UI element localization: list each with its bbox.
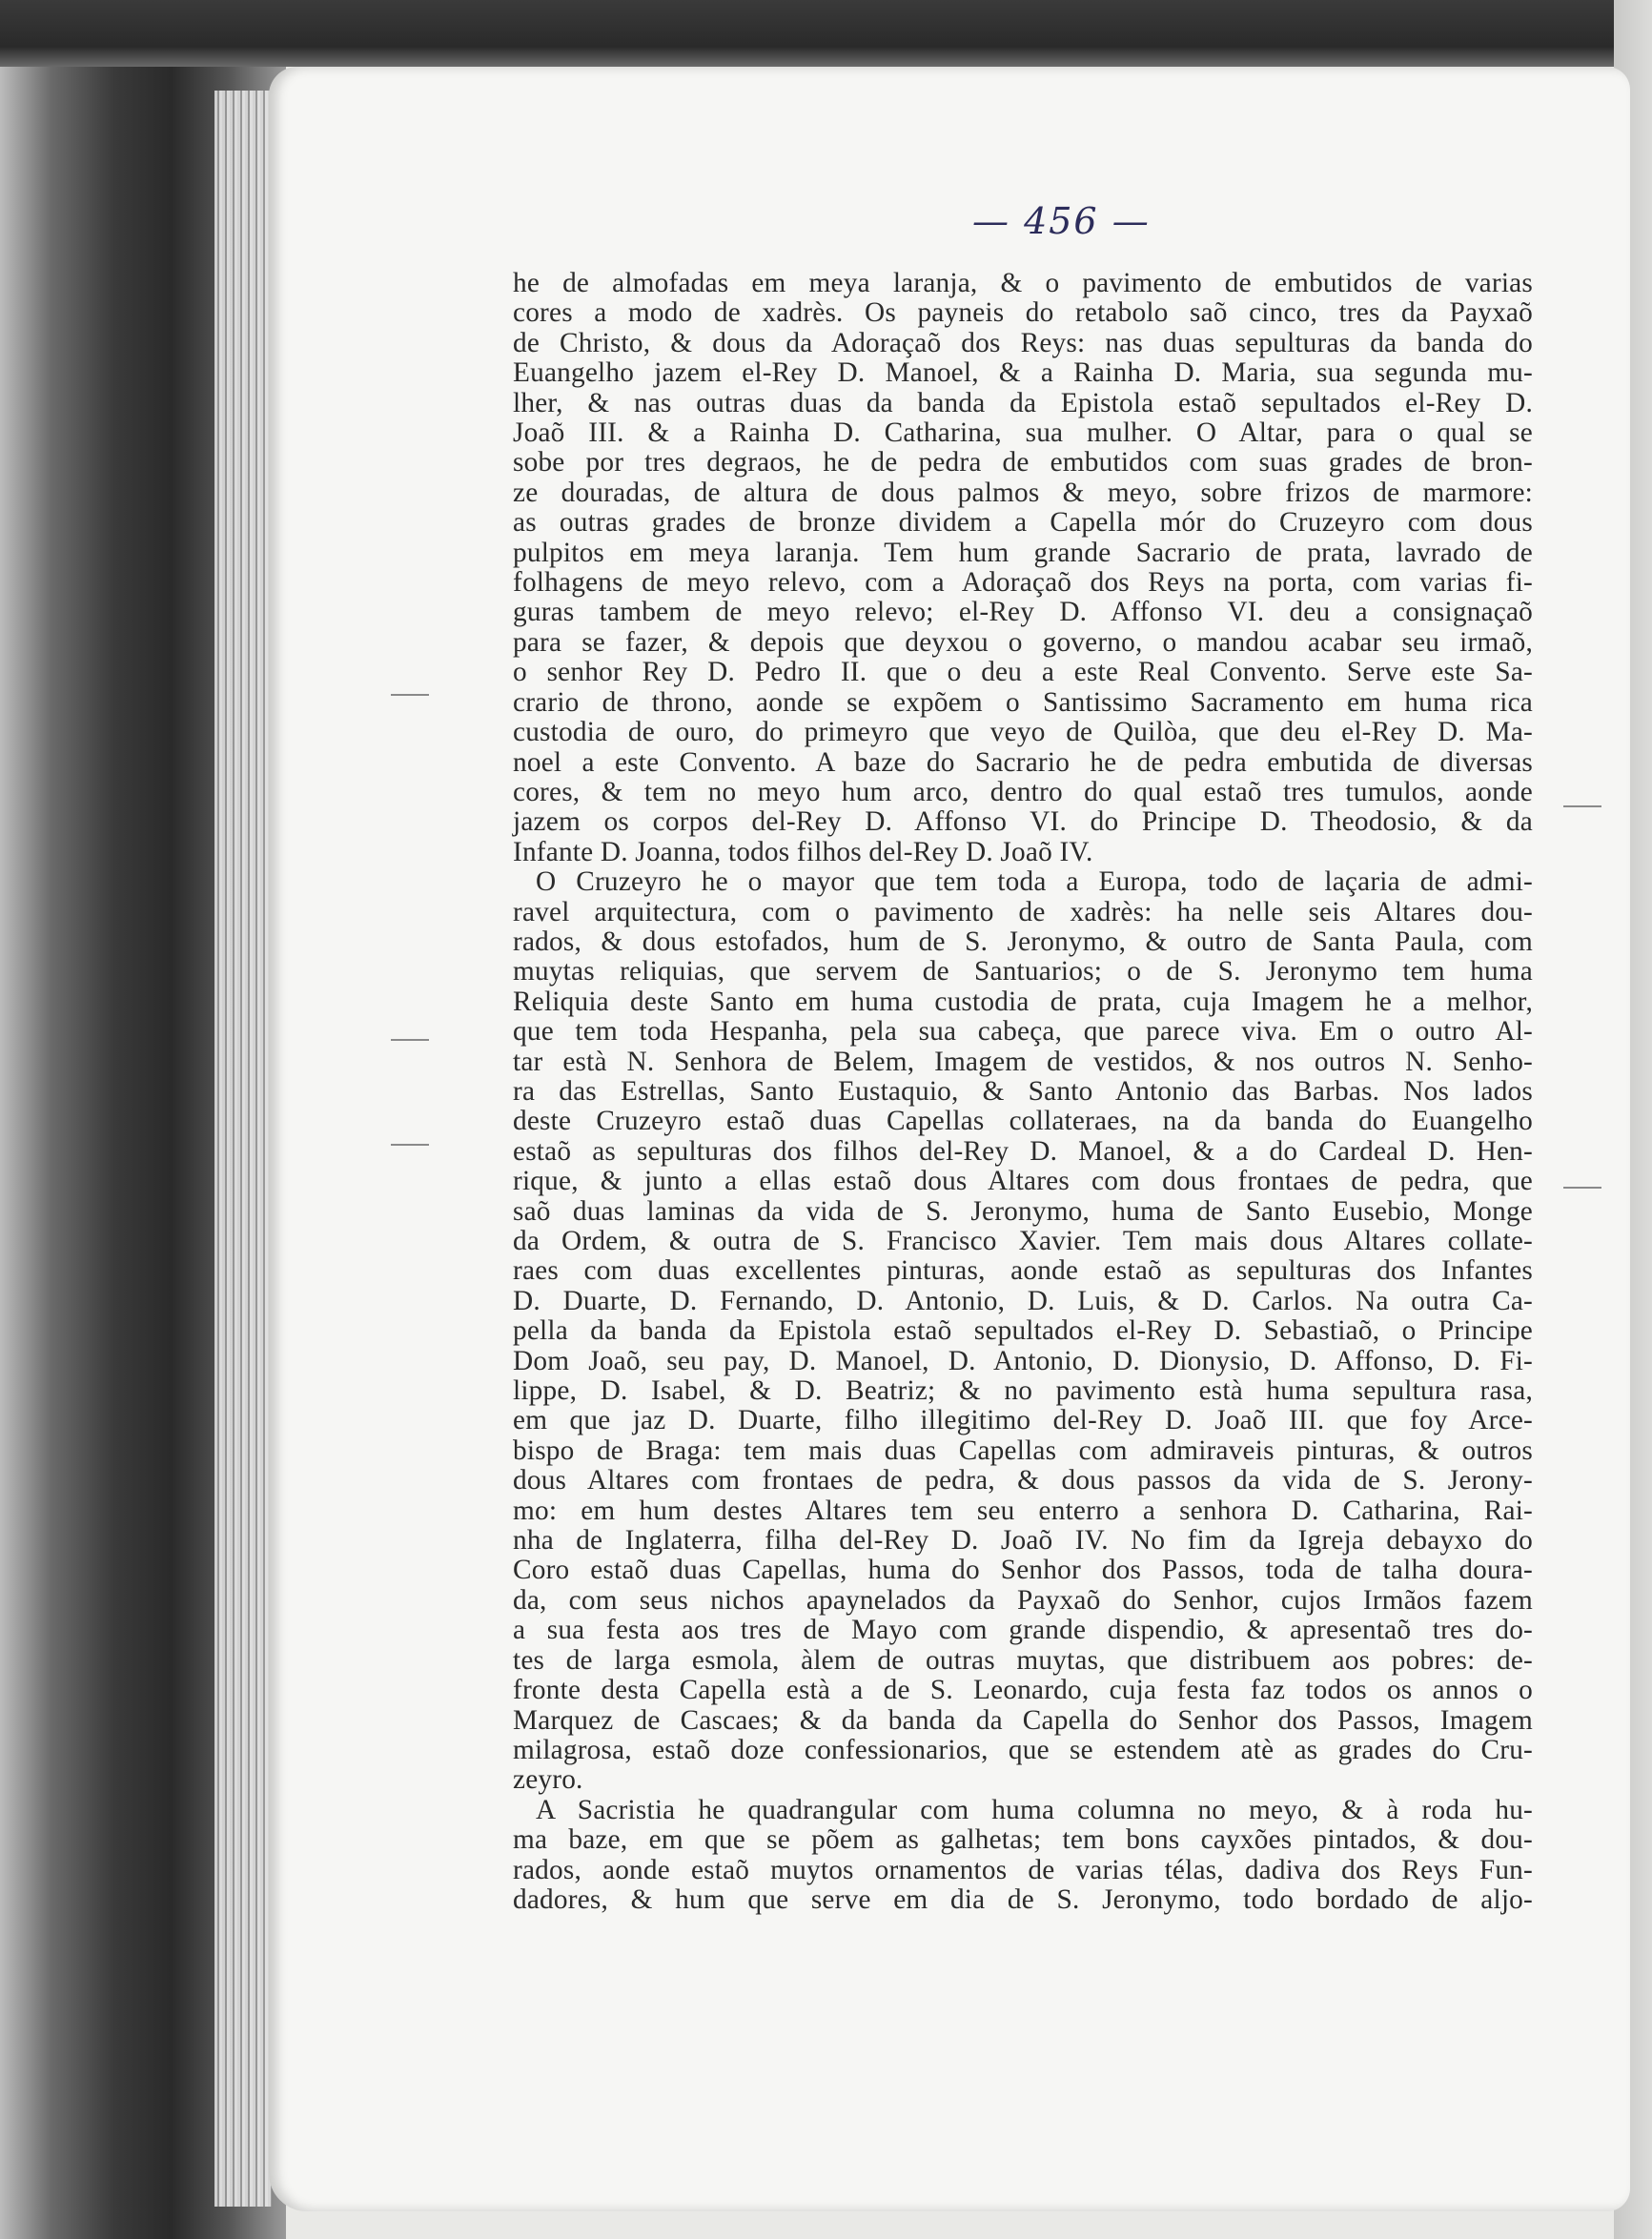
text-line: estaõ as sepulturas dos filhos del-Rey D. Manoel, & a do Cardeal D. Hen- — [513, 1135, 1533, 1167]
text-line: lher, & nas outras duas da banda da Epistola estaõ sepultados el-Rey D. — [513, 387, 1533, 418]
text-line: que tem toda Hespanha, pela sua cabeça, que parece viva. Em o outro Al- — [513, 1016, 1533, 1048]
text-line: D. Duarte, D. Fernando, D. Antonio, D. Luis, & D. Carlos. Na outra Ca- — [513, 1285, 1533, 1316]
margin-mark — [391, 1144, 429, 1146]
text-line: rique, & junto a ellas estaõ dous Altares com dous frontaes de pedra, que — [513, 1166, 1533, 1197]
margin-mark — [391, 694, 429, 696]
text-line: jazem os corpos del-Rey D. Affonso VI. do Principe D. Theodosio, & da — [513, 806, 1533, 838]
text-line: muytas reliquias, que servem de Santuarios; o de S. Jeronymo tem huma — [513, 956, 1533, 987]
text-line: custodia de ouro, do primeyro que veyo de Quilòa, que deu el-Rey D. Ma- — [513, 717, 1533, 748]
text-line: as outras grades de bronze dividem a Capella mór do Cruzeyro com dous — [513, 507, 1533, 539]
text-line: Marquez de Cascaes; & da banda da Capella do Senhor dos Passos, Imagem — [513, 1704, 1533, 1736]
text-line: Coro estaõ duas Capellas, huma do Senhor dos Passos, toda de talha doura- — [513, 1555, 1533, 1586]
text-line: folhagens de meyo relevo, com a Adoraçaõ dos Reys na porta, com varias fi- — [513, 567, 1533, 599]
text-line: guras tambem de meyo relevo; el-Rey D. Affonso VI. deu a consignaçaõ — [513, 597, 1533, 628]
margin-mark — [1563, 1187, 1601, 1189]
page-body-text — [513, 269, 1533, 1915]
text-line: da, com seus nichos apaynelados da Payxaõ do Senhor, cujos Irmãos fazem — [513, 1584, 1533, 1616]
text-line: Joaõ III. & a Rainha D. Catharina, sua mulher. O Altar, para o qual se — [513, 417, 1533, 449]
text-line: cores a modo de xadrès. Os payneis do retabolo saõ cinco, tres da Payxaõ — [513, 297, 1533, 329]
text-line: ze douradas, de altura de dous palmos & meyo, sobre frizos de marmore: — [513, 477, 1533, 508]
page-number: — 456 — — [972, 200, 1151, 242]
text-line: ravel arquitectura, com o pavimento de xadrès: ha nelle seis Altares dou- — [513, 896, 1533, 927]
text-line: da Ordem, & outra de S. Francisco Xavier. Tem mais dous Altares collate- — [513, 1226, 1533, 1256]
text-line: A Sacristia he quadrangular com huma columna no meyo, & à roda hu- — [536, 1794, 1533, 1825]
text-line: O Cruzeyro he o mayor que tem toda a Europa, todo de laçaria de admi- — [536, 866, 1533, 898]
text-line: noel a este Convento. A baze do Sacrario he de pedra embutida de diversas — [513, 746, 1533, 778]
text-line: fronte desta Capella està a de S. Leonardo, cuja festa faz todos os annos o — [513, 1675, 1533, 1706]
text-line: mo: em hum destes Altares tem seu enterro a senhora D. Catharina, Rai- — [513, 1495, 1533, 1526]
text-line: Euangelho jazem el-Rey D. Manoel, & a Rainha D. Maria, sua segunda mu- — [513, 357, 1533, 389]
text-line: ra das Estrellas, Santo Eustaquio, & Santo Antonio das Barbas. Nos lados — [513, 1075, 1533, 1107]
text-line: tar està N. Senhora de Belem, Imagem de vestidos, & nos outros N. Senho- — [513, 1046, 1533, 1077]
text-line: raes com duas excellentes pinturas, aonde estaõ as sepulturas dos Infantes — [513, 1255, 1533, 1287]
text-line: tes de larga esmola, àlem de outras muytas, que distribuem aos pobres: de- — [513, 1644, 1533, 1676]
text-line: a sua festa aos tres de Mayo com grande dispendio, & apresentaõ tres do- — [513, 1615, 1533, 1646]
text-line: milagrosa, estaõ doze confessionarios, que se estendem atè as grades do Cru- — [513, 1734, 1533, 1765]
text-line: he de almofadas em meya laranja, & o pavimento de embutidos de varias — [513, 268, 1533, 298]
text-line: lippe, D. Isabel, & D. Beatriz; & no pavimento està huma sepultura rasa, — [513, 1375, 1533, 1407]
text-line: Infante D. Joanna, todos filhos del-Rey D. Joaõ IV. — [513, 836, 1093, 867]
text-line: nha de Inglaterra, filha del-Rey D. Joaõ IV. No fim da Igreja debayxo do — [513, 1525, 1533, 1557]
text-line: Reliquia deste Santo em huma custodia de prata, cuja Imagem he a melhor, — [513, 986, 1533, 1017]
text-line: pella da banda da Epistola estaõ sepultados el-Rey D. Sebastiaõ, o Principe — [513, 1315, 1533, 1347]
text-line: em que jaz D. Duarte, filho illegitimo del-Rey D. Joaõ III. que foy Arce- — [513, 1405, 1533, 1436]
text-line: dous Altares com frontaes de pedra, & dous passos da vida de S. Jerony- — [513, 1465, 1533, 1496]
text-line: zeyro. — [513, 1764, 583, 1796]
text-line: de Christo, & dous da Adoraçaõ dos Reys: nas duas sepulturas da banda do — [513, 327, 1533, 358]
text-line: sobe por tres degraos, he de pedra de embutidos com suas grades de bron- — [513, 447, 1533, 478]
text-line: rados, aonde estaõ muytos ornamentos de varias télas, dadiva dos Reys Fun- — [513, 1854, 1533, 1885]
text-line: Dom Joaõ, seu pay, D. Manoel, D. Antonio, D. Dionysio, D. Affonso, D. Fi- — [513, 1345, 1533, 1376]
text-line: pulpitos em meya laranja. Tem hum grande Sacrario de prata, lavrado de — [513, 537, 1533, 568]
text-line: deste Cruzeyro estaõ duas Capellas collateraes, na da banda do Euangelho — [513, 1106, 1533, 1137]
text-line: cores, & tem no meyo hum arco, dentro do qual estaõ tres tumulos, aonde — [513, 776, 1533, 807]
text-line: ma baze, em que se põem as galhetas; tem bons cayxões pintados, & dou- — [513, 1824, 1533, 1856]
text-line: rados, & dous estofados, hum de S. Jeronymo, & outro de Santa Paula, com — [513, 926, 1533, 957]
book-top-shadow — [0, 0, 1652, 67]
margin-mark — [1563, 805, 1601, 807]
text-line: bispo de Braga: tem mais duas Capellas com admiraveis pinturas, & outros — [513, 1435, 1533, 1466]
text-line: crario de throno, aonde se expõem o Santissimo Sacramento em huma rica — [513, 686, 1533, 718]
text-line: dadores, & hum que serve em dia de S. Jeronymo, todo bordado de aljo- — [513, 1883, 1533, 1915]
text-line: saõ duas laminas da vida de S. Jeronymo, huma de Santo Eusebio, Monge — [513, 1195, 1533, 1227]
page-leaves — [214, 91, 272, 2207]
text-line: para se fazer, & depois que deyxou o governo, o mandou acabar seu irmaõ, — [513, 626, 1533, 658]
margin-mark — [391, 1039, 429, 1041]
text-line: o senhor Rey D. Pedro II. que o deu a este Real Convento. Serve este Sa- — [513, 657, 1533, 688]
